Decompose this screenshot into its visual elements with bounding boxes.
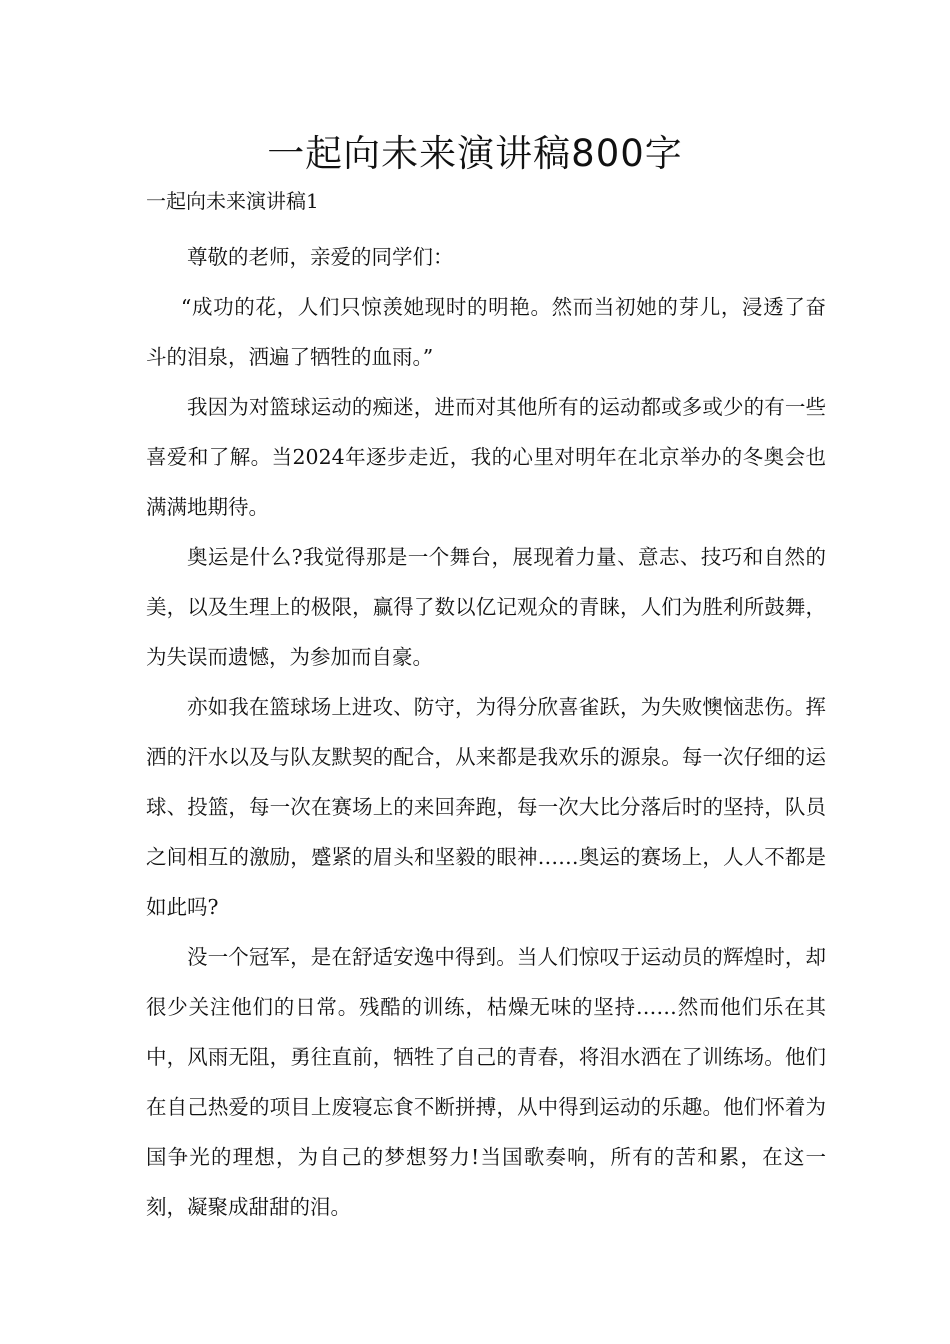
- paragraph-greeting: 尊敬的老师，亲爱的同学们：: [187, 245, 454, 269]
- paragraph-basketball-court: 亦如我在篮球场上进攻、防守，为得分欣喜雀跃，为失败懊恼悲伤。挥洒的汗水以及与队友默契的配合，从来都是我欢乐的源泉。每一次仔细的运球、投篮，每一次在赛场上的来回奔跑，每一次大比分落后时的坚持，队员之间相互的激励，蹙紧的眉头和坚毅的眼神……奥运的赛场上，人人不都是如此吗?: [146, 695, 826, 919]
- paragraph-quote: “成功的花，人们只惊羡她现时的明艳。然而当初她的芽儿，浸透了奋斗的泪泉，洒遍了牺牲的血雨。”: [146, 295, 826, 369]
- paragraph-basketball-interest: 我因为对篮球运动的痴迷，进而对其他所有的运动都或多或少的有一些喜爱和了解。当2024年逐步走近，我的心里对明年在北京举办的冬奥会也满满地期待。: [146, 395, 826, 519]
- paragraph-what-is-olympics: 奥运是什么?我觉得那是一个舞台，展现着力量、意志、技巧和自然的美，以及生理上的极限，赢得了数以亿记观众的青睐，人们为胜利所鼓舞，为失误而遗憾，为参加而自豪。: [146, 545, 826, 669]
- document-title: 一起向未来演讲稿800字: [267, 132, 683, 175]
- document-body: [146, 232, 826, 1232]
- paragraph-champions: 没一个冠军，是在舒适安逸中得到。当人们惊叹于运动员的辉煌时，却很少关注他们的日常。残酷的训练，枯燥无味的坚持……然而他们乐在其中，风雨无阻，勇往直前，牺牲了自己的青春，将泪水洒在了训练场。他们在自己热爱的项目上废寝忘食不断拼搏，从中得到运动的乐趣。他们怀着为国争光的理想，为自己的梦想努力!当国歌奏响，所有的苦和累，在这一刻，凝聚成甜甜的泪。: [146, 945, 826, 1219]
- document-subtitle: 一起向未来演讲稿1: [146, 189, 319, 213]
